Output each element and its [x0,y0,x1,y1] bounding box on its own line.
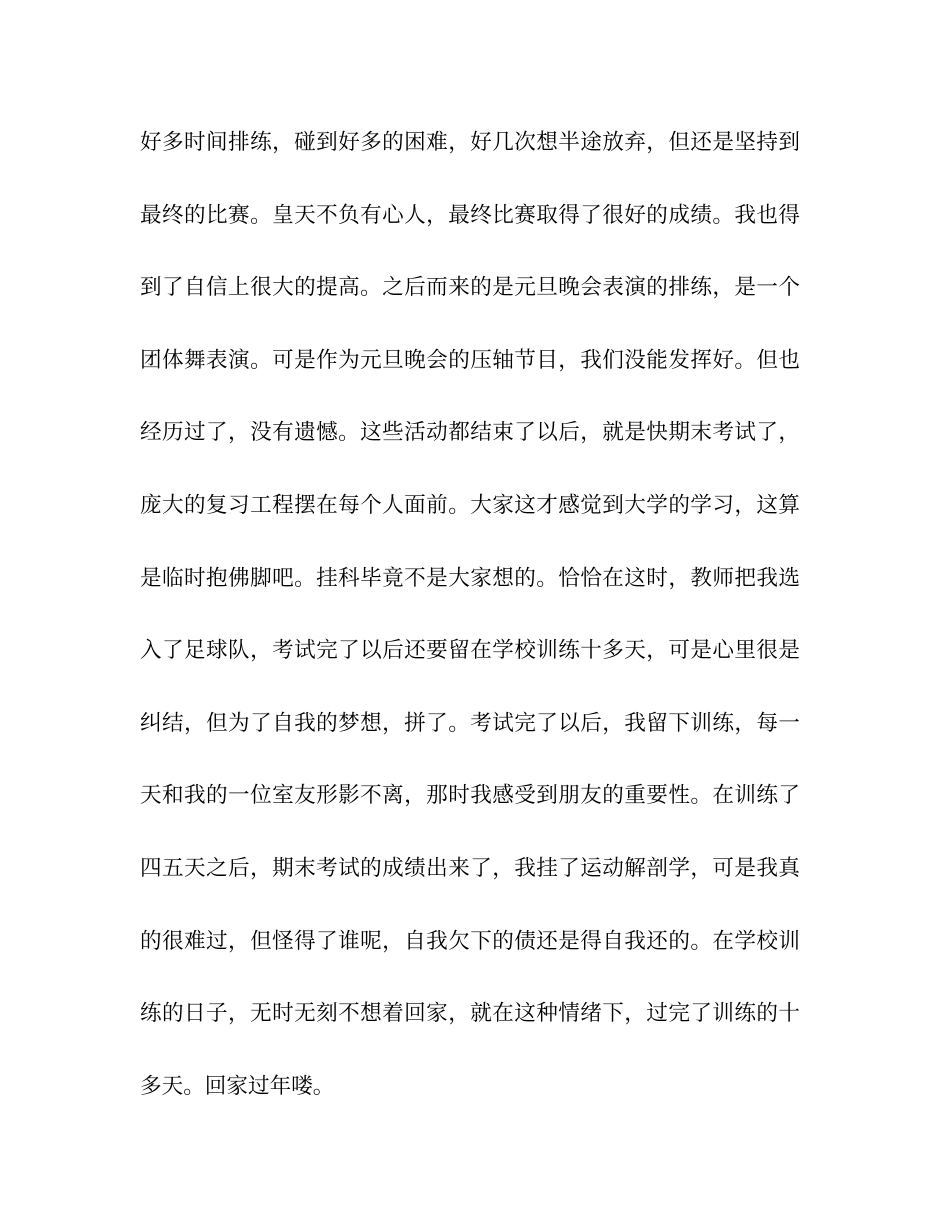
text-line: 天和我的一位室友形影不离，那时我感受到朋友的重要性。在训练了 [140,783,800,809]
text-line: 经历过了，没有遗憾。这些活动都结束了以后，就是快期末考试了， [140,420,800,446]
text-line: 练的日子，无时无刻不想着回家，就在这种情绪下，过完了训练的十 [140,1001,800,1027]
text-line: 是临时抱佛脚吧。挂科毕竟不是大家想的。恰恰在这时，教师把我选 [140,565,800,591]
text-line: 四五天之后，期末考试的成绩出来了，我挂了运动解剖学，可是我真 [140,855,800,881]
text-line: 团体舞表演。可是作为元旦晚会的压轴节目，我们没能发挥好。但也 [140,347,800,373]
text-line: 多天。回家过年喽。 [140,1073,335,1099]
text-line: 纠结，但为了自我的梦想，拼了。考试完了以后，我留下训练，每一 [140,710,800,736]
body-paragraph [140,121,800,1137]
text-line: 最终的比赛。皇天不负有心人，最终比赛取得了很好的成绩。我也得 [140,202,800,228]
text-line: 好多时间排练，碰到好多的困难，好几次想半途放弃，但还是坚持到 [140,130,800,155]
text-line: 的很难过，但怪得了谁呢，自我欠下的债还是得自我还的。在学校训 [140,928,800,954]
text-line: 到了自信上很大的提高。之后而来的是元旦晚会表演的排练，是一个 [140,275,800,301]
text-line: 入了足球队，考试完了以后还要留在学校训练十多天，可是心里很是 [140,638,800,664]
text-line: 庞大的复习工程摆在每个人面前。大家这才感觉到大学的学习，这算 [140,492,800,518]
